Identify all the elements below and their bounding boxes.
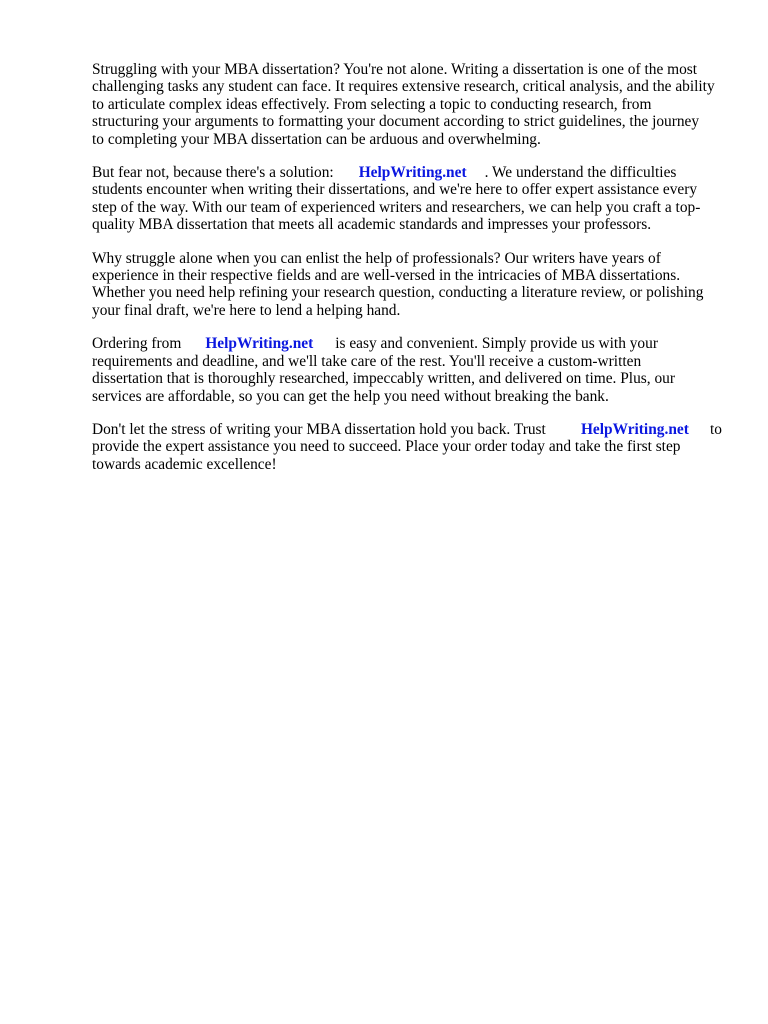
text-line xyxy=(92,335,722,352)
text-line: your final draft, we're here to lend a helping hand. xyxy=(92,301,401,319)
text-line xyxy=(92,164,722,181)
text-line: to articulate complex ideas effectively. From selecting a topic to conducting research, from xyxy=(92,95,652,113)
text-line xyxy=(92,421,722,438)
text-line: step of the way. With our team of experienced writers and researchers, we can help you craft a top- xyxy=(92,198,701,216)
text-fragment: . We understand the difficulties xyxy=(484,164,677,182)
paragraph-call-to-action xyxy=(92,421,722,473)
text-line: challenging tasks any student can face. It requires extensive research, critical analysis, and the ability xyxy=(92,78,715,96)
text-line: to completing your MBA dissertation can be arduous and overwhelming. xyxy=(92,130,541,148)
document-page xyxy=(92,61,722,489)
text-line: Why struggle alone when you can enlist the help of professionals? Our writers have years of xyxy=(92,249,661,267)
paragraph-ordering xyxy=(92,335,722,405)
text-fragment: But fear not, because there's a solution: xyxy=(92,164,334,182)
helpwriting-link[interactable]: HelpWriting.net xyxy=(580,420,689,438)
text-line: Struggling with your MBA dissertation? You're not alone. Writing a dissertation is one of the most xyxy=(92,61,698,78)
paragraph-intro xyxy=(92,61,722,148)
paragraph-solution xyxy=(92,164,722,234)
paragraph-professionals xyxy=(92,250,722,320)
text-line: services are affordable, so you can get the help you need without breaking the bank. xyxy=(92,387,609,405)
text-line: students encounter when writing their dissertations, and we're here to offer expert assistance every xyxy=(92,181,698,199)
text-line: provide the expert assistance you need to succeed. Place your order today and take the first step xyxy=(92,438,681,456)
text-line: structuring your arguments to formatting your document according to strict guidelines, the journey xyxy=(92,113,700,131)
text-line: quality MBA dissertation that meets all academic standards and impresses your professors. xyxy=(92,216,652,234)
helpwriting-link[interactable]: HelpWriting.net xyxy=(358,164,467,182)
text-line: requirements and deadline, and we'll take care of the rest. You'll receive a custom-written xyxy=(92,352,642,370)
text-line: Whether you need help refining your research question, conducting a literature review, or polishing xyxy=(92,284,704,302)
text-fragment: Don't let the stress of writing your MBA dissertation hold you back. Trust xyxy=(92,420,546,438)
text-fragment: is easy and convenient. Simply provide us with your xyxy=(335,335,658,353)
text-fragment: Ordering from xyxy=(92,335,182,353)
text-line: dissertation that is thoroughly researched, impeccably written, and delivered on time. Plus, our xyxy=(92,370,675,388)
text-line: towards academic excellence! xyxy=(92,455,277,473)
text-line: experience in their respective fields and are well-versed in the intricacies of MBA dissertations. xyxy=(92,267,681,285)
helpwriting-link[interactable]: HelpWriting.net xyxy=(205,335,314,353)
text-fragment: to xyxy=(710,420,722,438)
